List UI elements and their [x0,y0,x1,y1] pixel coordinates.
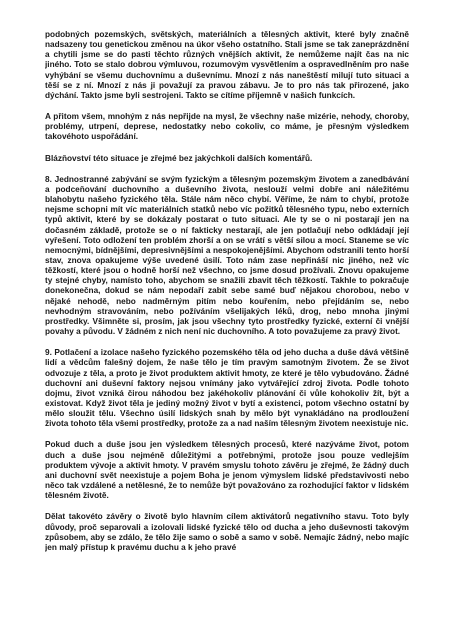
paragraph-5: 9. Potlačení a izolace našeho fyzického pozemského těla od jeho ducha a duše dává většině lidí a vědcům falešný dojem, že naše tělo je tím pravým samotným životem. Že se život odvozuje z těla, a proto je život produktem aktivit hmoty, ze které je tělo vybudováno. Žádné duchovní ani duševní faktory nejsou vnímány jako vytvářející zdroj života. Podle tohoto dojmu, život vzniká čirou náhodou bez jakéhokoliv plánování či vůle kohokoliv žít, být a existovat. Když život těla je jediný možný život v bytí a existenci, potom všechno ostatní by mělo sloužit tělu. Všechno úsilí lidských snah by mělo být vynakládáno na prodloužení života tohoto těla všemi prostředky, protože za a nad naším tělesným životem neexistuje nic. [45,348,409,429]
document-page [45,30,409,636]
paragraph-7: Dělat takovéto závěry o životě bylo hlavním cílem aktivátorů negativního stavu. Toto byly důvody, proč separovali a izolovali lidské fyzické tělo od ducha a jeho duševnosti takovým způsobem, aby se zdálo, že tělo žije samo o sobě a samo v sobě. Nemajíc žádný, nebo majíc jen malý přístup k pravému duchu a k jeho pravé [45,512,409,552]
paragraph-1: podobných pozemských, světských, materiálních a tělesných aktivit, které byly značně nadsazeny tou genetickou změnou na úkor všeho ostatního. Stali jsme se tak zaneprázdnění a chytili jsme se do pasti těchto různých vnějších aktivit, že nemůžeme najít čas na nic jiného. Toto se stalo dobrou výmluvou, rozumovým vysvětlením a ospravedlněním pro naše vyhýbání se všemu duchovnímu a duševnímu. Mnozí z nás naneštěstí milují tuto situaci a těší se z ní. Mnozí z nás ji považují za pravou zábavu. Je to pro nás tak přirozené, jako dýchání. Takto jsme byli sestrojeni. Takto se cítíme příjemně v našich funkcích. [45,30,409,100]
paragraph-2: A přitom všem, mnohým z nás nepřijde na mysl, že všechny naše mizérie, nehody, choroby, problémy, utrpení, deprese, nedostatky nebo cokoliv, co máme, je přesným výsledkem takovéhoto uspořádání. [45,112,409,142]
paragraph-3: Blázňovství této situace je zřejmé bez jakýchkoli dalších komentářů. [45,153,313,163]
paragraph-4: 8. Jednostranné zabývání se svým fyzickým a tělesným pozemským životem a zanedbávání a podceňování duchovního a duševního života, neslouží velmi dobře ani náležitému blahobytu našeho fyzického těla. Stále nám něco chybí. Věříme, že nám to chybí, protože nejsme schopni mít víc materiálních statků nebo víc požitků tělesného typu, nebo externích typů aktivit, které by se dokázaly postarat o tuto situaci. Ale ty se o ni postarají jen na dočasném základě, protože se o ní fakticky nestarají, ale jen potlačují nebo odkládají její vyřešení. Toto odložení ten problém zhorší a on se vrátí s větší silou a mocí. Staneme se víc nemocnými, bídnějšími, depresivnějšími a nespokojenějšími. Abychom odstranili tento horší stav, znova opakujeme výše uvedené úsilí. Toto nám zase nepřináší nic jiného, než víc těžkostí, které jsou o hodně horší než všechno, co jsme dosud prožívali. Znovu opakujeme ty stejné chyby, namísto toho, abychom se snažili zbavit těch těžkostí. Takhle to pokračuje donekonečna, dokud se nám nepodaří zabít sebe samé buď nějakou chorobou, nebo v nějaké nehodě, nebo nadměrným pitím nebo kouřením, nebo přejídáním se, nebo nevhodným stravováním, nebo požíváním všelijakých léků, drog, nebo mnoha jinými prostředky. Všimněte si, prosím, jak jsou všechny tyto prostředky fyzické, externí či vnější povahy a původu. V žádném z nich není nic duchovního. A toto považujeme za pravý život. [45,174,409,337]
paragraph-6: Pokud duch a duše jsou jen výsledkem tělesných procesů, které nazýváme život, potom duch a duše jsou nejméně důležitými a potřebnými, protože jsou pouze vedlejším produktem vývoje a aktivit hmoty. V pravém smyslu tohoto závěru je zřejmé, že žádný duch ani duchovní svět neexistuje a pojem Boha je jenom výmyslem lidské představivosti nebo něco tak vzdálené a netělesné, že to nemůže být považováno za rozhodující faktor v lidském tělesném životě. [45,440,409,501]
